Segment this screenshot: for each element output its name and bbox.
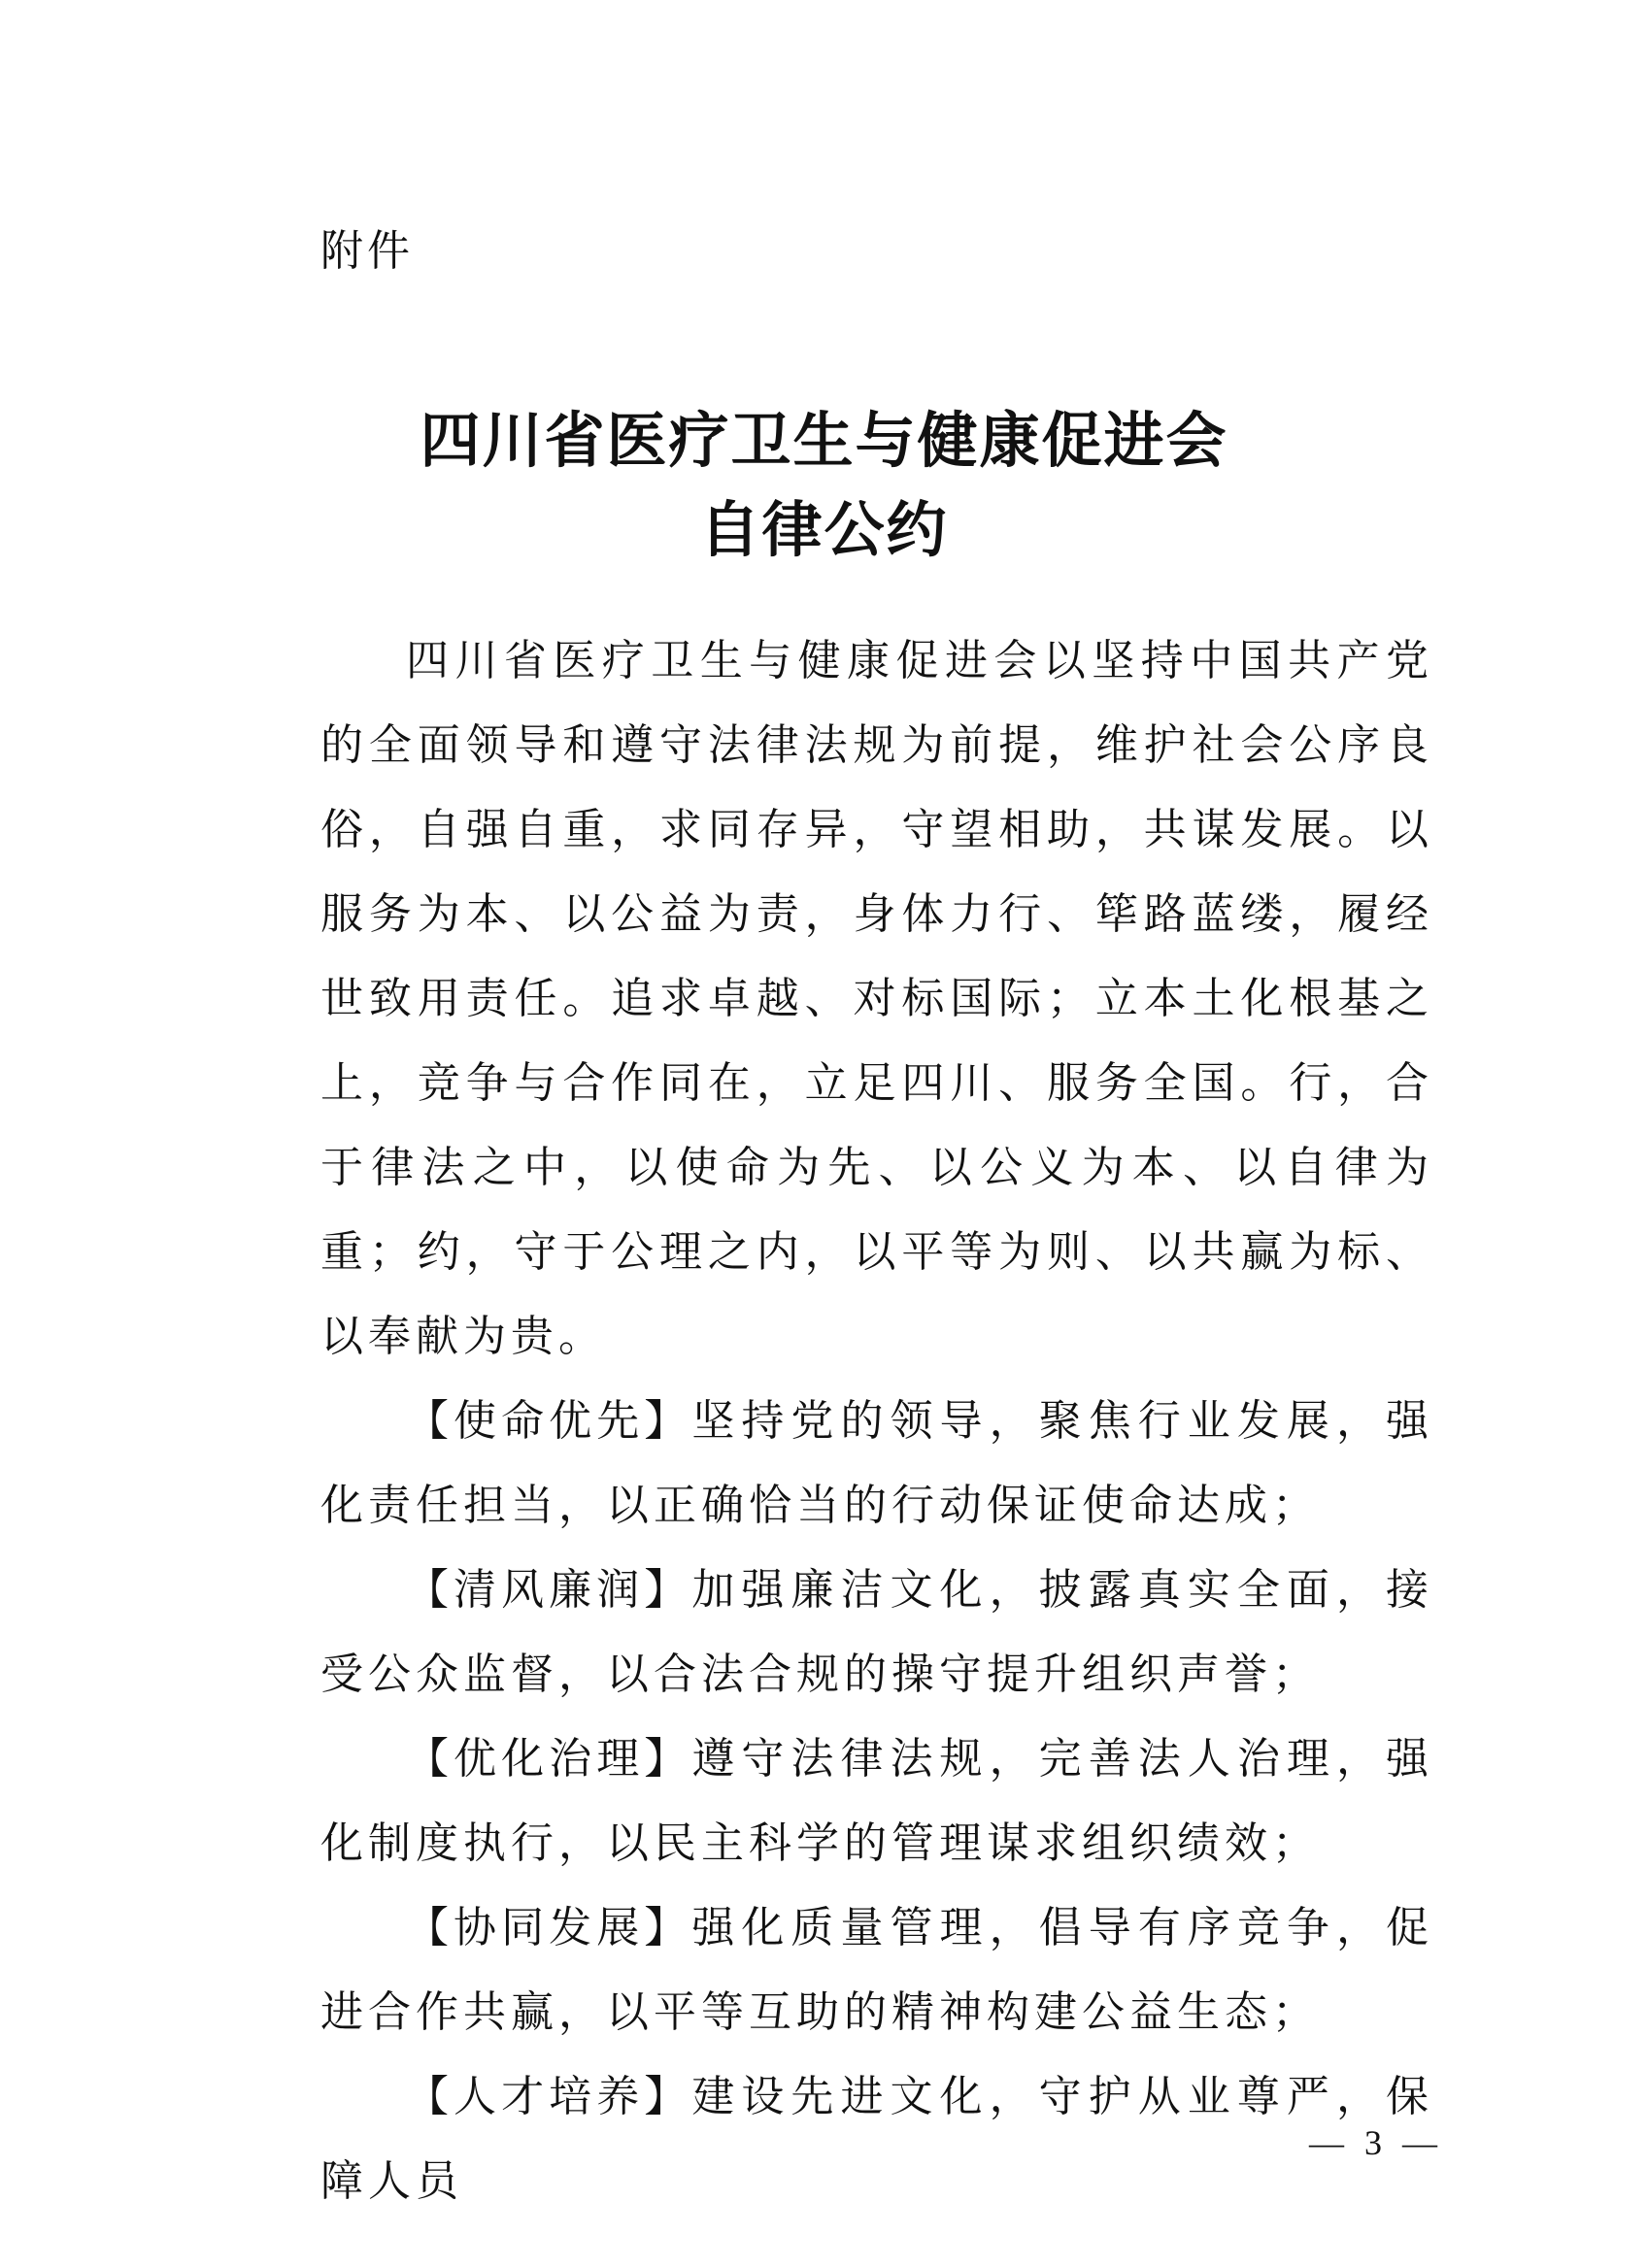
principle-paragraph	[320, 1548, 1433, 1717]
principle-tag: 【优化治理】	[406, 1734, 692, 1784]
principle-text: 遵守法律法规，完善法人治理，强化制度执行，以民主科学的管理谋求组织绩效；	[320, 1734, 1434, 1868]
document-title-line-1: 四川省医疗卫生与健康促进会	[420, 405, 1228, 476]
principle-tag: 【使命优先】	[406, 1396, 692, 1446]
principle-text: 建设先进文化，守护从业尊严，保障人员	[320, 2072, 1434, 2206]
principle-tag: 【人才培养】	[406, 2072, 692, 2121]
principle-paragraph	[320, 1379, 1433, 1548]
principle-text: 坚持党的领导，聚焦行业发展，强化责任担当，以正确恰当的行动保证使命达成；	[320, 1396, 1434, 1530]
page-number: — 3 —	[1309, 2123, 1443, 2162]
principle-text: 加强廉洁文化，披露真实全面，接受公众监督，以合法合规的操守提升组织声誉；	[320, 1565, 1434, 1699]
intro-paragraph: 四川省医疗卫生与健康促进会以坚持中国共产党的全面领导和遵守法律法规为前提，维护社会公序良俗，自强自重，求同存异，守望相助，共谋发展。以服务为本、以公益为责，身体力行、筚路蓝缕，履经世致用责任。追求卓越、对标国际；立本土化根基之上，竞争与合作同在，立足四川、服务全国。行，合于律法之中，以使命为先、以公义为本、以自律为重；约，守于公理之内，以平等为则、以共赢为标、以奉献为贵。	[320, 636, 1433, 1361]
principle-tag: 【清风廉润】	[406, 1565, 692, 1615]
principle-text: 强化质量管理，倡导有序竞争，促进合作共赢，以平等互助的精神构建公益生态；	[320, 1903, 1434, 2037]
principle-paragraph	[320, 1885, 1433, 2054]
principle-tag: 【协同发展】	[406, 1903, 692, 1952]
attachment-label: 附件	[320, 226, 414, 276]
document-body	[320, 618, 1433, 2223]
principle-paragraph	[320, 2054, 1433, 2223]
document-title-line-2: 自律公约	[699, 494, 949, 565]
principle-paragraph	[320, 1717, 1433, 1885]
